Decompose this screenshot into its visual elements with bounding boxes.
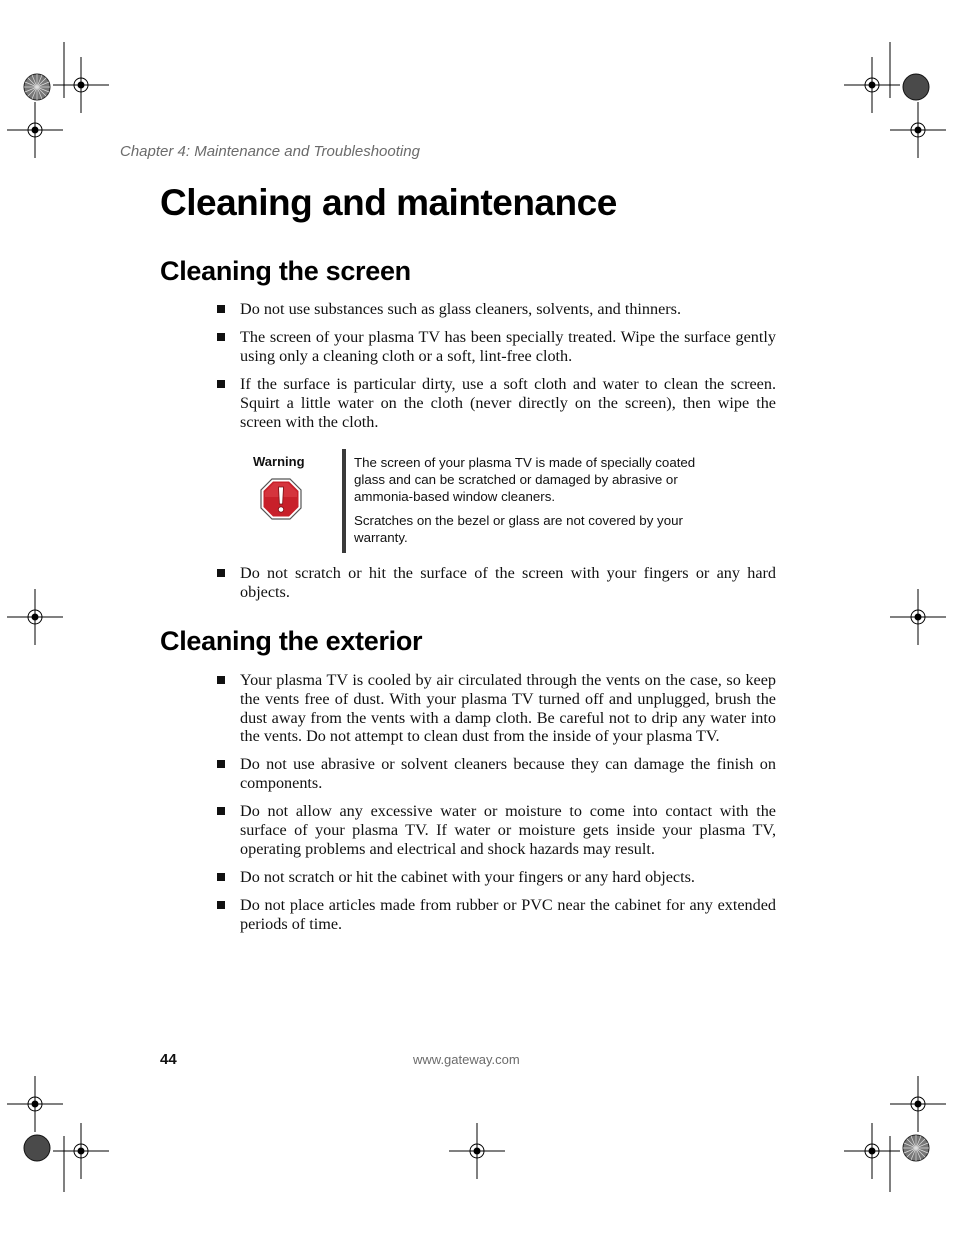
list-item: Your plasma TV is cooled by air circulated through the vents on the case, so keep the vents free of dust. With your plasma TV turned off and unplugged, brush the dust away from the vents with a damp cloth. Be careful not to drip any water into the vents. Do not attempt to clean dust from the inside of your plasma TV. <box>216 671 776 746</box>
running-head: Chapter 4: Maintenance and Troubleshooting <box>120 143 420 160</box>
page-title: Cleaning and maintenance <box>160 182 617 223</box>
list-item: Do not allow any excessive water or moisture to come into contact with the surface of your plasma TV. If water or moisture gets inside your plasma TV, operating problems and electrical and shock hazards may result. <box>216 802 776 858</box>
list-item: The screen of your plasma TV has been specially treated. Wipe the surface gently using only a cleaning cloth or a soft, lint-free cloth. <box>216 328 776 366</box>
screen-bullet-list <box>216 300 776 441</box>
bullet-square-icon <box>217 901 225 909</box>
warning-text <box>354 454 724 553</box>
list-item: Do not scratch or hit the cabinet with your fingers or any hard objects. <box>216 868 776 887</box>
warning-divider <box>342 449 346 553</box>
warning-octagon-icon <box>259 477 303 521</box>
bullet-square-icon <box>217 569 225 577</box>
list-item: Do not use substances such as glass cleaners, solvents, and thinners. <box>216 300 776 319</box>
warning-label: Warning <box>253 454 305 469</box>
page-number: 44 <box>160 1051 177 1068</box>
exterior-bullet-list <box>216 671 776 943</box>
section-heading-screen: Cleaning the screen <box>160 256 411 286</box>
bullet-square-icon <box>217 873 225 881</box>
bullet-square-icon <box>217 676 225 684</box>
warning-paragraph: Scratches on the bezel or glass are not covered by your warranty. <box>354 513 683 545</box>
list-item: Do not use abrasive or solvent cleaners because they can damage the finish on components. <box>216 755 776 793</box>
bullet-square-icon <box>217 380 225 388</box>
bullet-square-icon <box>217 333 225 341</box>
bullet-square-icon <box>217 305 225 313</box>
list-item: Do not scratch or hit the surface of the screen with your fingers or any hard objects. <box>216 564 776 602</box>
footer-url: www.gateway.com <box>413 1052 520 1067</box>
bullet-square-icon <box>217 807 225 815</box>
bullet-square-icon <box>217 760 225 768</box>
warning-paragraph: The screen of your plasma TV is made of specially coated glass and can be scratched or damaged by abrasive or ammonia-based window cleaners. <box>354 455 696 504</box>
list-item: If the surface is particular dirty, use a soft cloth and water to clean the screen. Squirt a little water on the cloth (never directly on the screen), then wipe the screen with the cloth. <box>216 375 776 431</box>
list-item: Do not place articles made from rubber or PVC near the cabinet for any extended periods of time. <box>216 896 776 934</box>
screen-bullet-list-continued <box>216 564 776 611</box>
section-heading-exterior: Cleaning the exterior <box>160 626 423 656</box>
